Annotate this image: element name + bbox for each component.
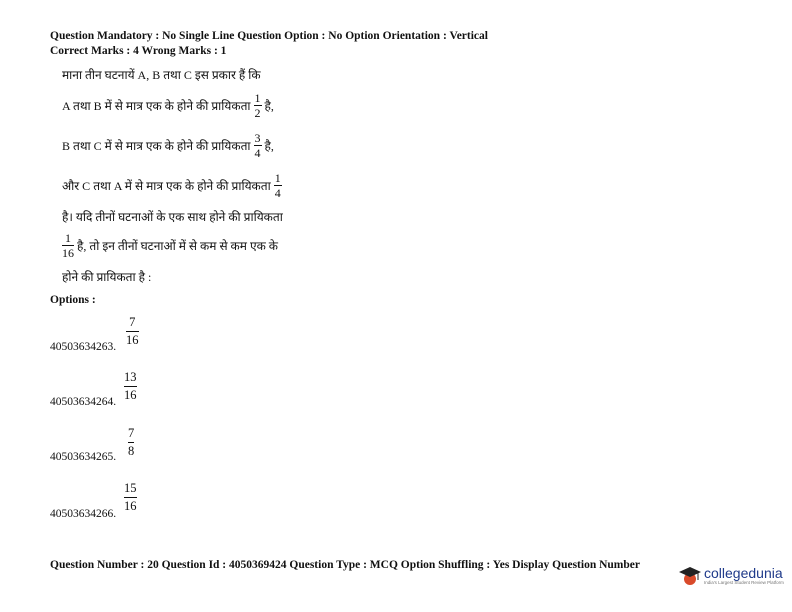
option-fraction [128, 427, 134, 458]
fraction-denominator: 4 [254, 146, 261, 160]
fraction-bar [126, 331, 139, 332]
option-fraction [126, 316, 139, 347]
question-line-2-text: A तथा B में से मात्र एक के होने की प्रायिकता [62, 99, 251, 113]
option-id: 40503634263. [50, 341, 117, 353]
question-meta-footer: Question Number : 20 Question Id : 4050369424 Question Type : MCQ Option Shuffling : Yes Display Question Number [50, 559, 640, 571]
question-line-2 [62, 92, 274, 119]
fraction-numerator: 3 [254, 131, 261, 145]
logo-wordmark: collegedunia [704, 565, 783, 581]
options-label: Options : [50, 294, 96, 306]
fraction-one-half [254, 92, 262, 119]
question-line-3-text: B तथा C में से मात्र एक के होने की प्रायिकता [62, 139, 251, 153]
option-id: 40503634266. [50, 508, 117, 520]
option-numerator: 7 [128, 426, 135, 440]
question-line-6 [62, 232, 278, 259]
fraction-denominator: 4 [274, 186, 281, 200]
graduation-cap-icon [678, 565, 702, 587]
question-line-4 [62, 172, 285, 199]
option-denominator: 16 [124, 499, 137, 513]
question-line-3-suffix: है, [264, 139, 274, 153]
fraction-bar [128, 442, 134, 443]
collegedunia-logo [678, 565, 784, 587]
question-line-3 [62, 132, 274, 159]
fraction-bar [124, 386, 137, 387]
question-line-6-text: है, तो इन तीनों घटनाओं में से कम से कम एक के [77, 239, 279, 253]
marks-line: Correct Marks : 4 Wrong Marks : 1 [50, 45, 227, 57]
logo-tagline: India's Largest Student Review Platform [704, 580, 784, 585]
option-numerator: 7 [129, 315, 136, 329]
option-id: 40503634264. [50, 396, 117, 408]
option-denominator: 16 [126, 333, 139, 347]
option-fraction [124, 482, 137, 513]
fraction-numerator: 1 [65, 231, 71, 245]
fraction-denominator: 16 [62, 246, 74, 260]
fraction-denominator: 2 [254, 106, 261, 120]
question-line-2-suffix: है, [264, 99, 274, 113]
option-numerator: 13 [124, 370, 137, 384]
fraction-one-quarter [274, 172, 282, 199]
option-denominator: 8 [128, 444, 135, 458]
question-line-5: है। यदि तीनों घटनाओं के एक साथ होने की प्रायिकता [62, 210, 283, 224]
fraction-numerator: 1 [274, 171, 281, 185]
question-settings-line: Question Mandatory : No Single Line Question Option : No Option Orientation : Vertical [50, 30, 488, 42]
question-line-7: होने की प्रायिकता है : [62, 270, 152, 284]
option-fraction [124, 371, 137, 402]
fraction-three-quarters [254, 132, 262, 159]
option-denominator: 16 [124, 388, 137, 402]
fraction-numerator: 1 [254, 91, 261, 105]
question-line-4-text: और C तथा A में से मात्र एक के होने की प्रायिकता [62, 179, 271, 193]
option-numerator: 15 [124, 481, 137, 495]
fraction-bar [124, 497, 137, 498]
question-line-1: माना तीन घटनायें A, B तथा C इस प्रकार हैं कि [62, 68, 261, 82]
option-id: 40503634265. [50, 451, 117, 463]
fraction-one-sixteenth [62, 232, 74, 259]
